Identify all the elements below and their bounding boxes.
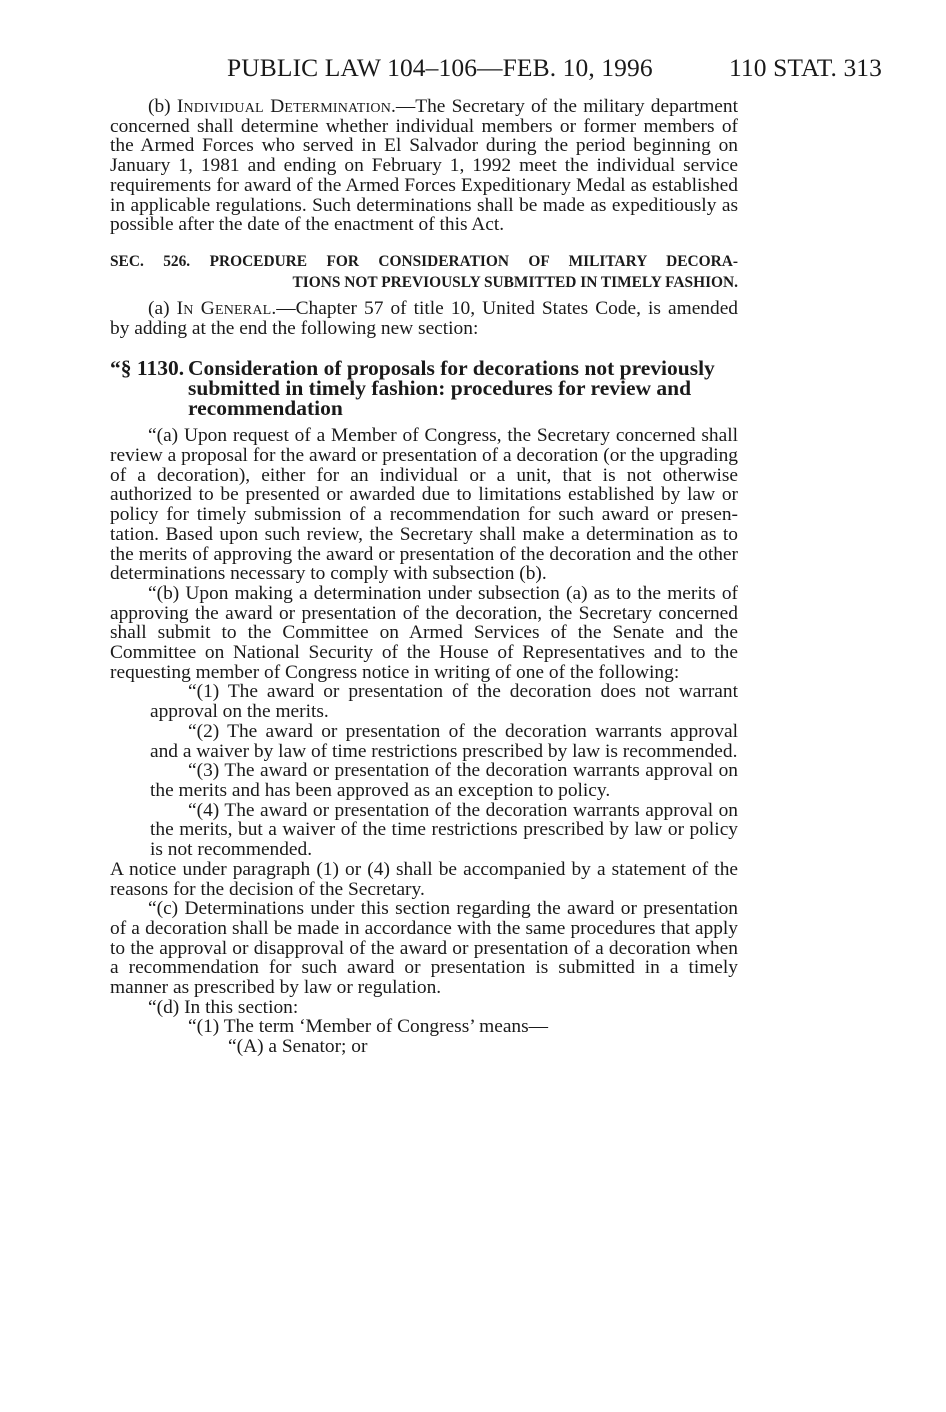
new-section-title <box>110 356 738 421</box>
subparagraph-dA: “(A) a Senator; or <box>228 1036 368 1058</box>
paragraph-b-individual-determination <box>110 97 738 235</box>
new-section-title-text: Consideration of proposals for decorations not previously submitted in timely fashion: procedures for review and recommendation <box>188 356 715 421</box>
running-head-title: PUBLIC LAW 104–106—FEB. 10, 1996 <box>227 53 653 82</box>
subsection-b: “(b) Upon making a determination under subsection (a) as to the merits of approving the award or presentation of the decoration, the Secretary concerned shall submit to the Committee on Armed Services of the Senate and the Committee on National Security of the House of Representatives and to the requesting member of Congress notice in writing of one of the following: <box>110 582 738 683</box>
paragraph-heading: In General <box>176 297 272 319</box>
paragraph-label: (b) <box>148 96 171 117</box>
section-heading <box>110 251 738 293</box>
paragraph-text: .—Chapter 57 of title 10, United States Code, is amended by adding at the end the following new section: <box>110 297 738 339</box>
subsection-c: “(c) Determinations under this section regarding the award or presentation of a decoration shall be made in accordance with the same procedures that apply to the approval or disapproval of the award or presentation of a decoration when a recommendation for such award or presentation is submitted in a timely manner as prescribed by law or regulation. <box>110 898 738 999</box>
paragraph-b3: “(3) The award or presentation of the decoration warrants approval on the merits and has been approved as an exception to policy. <box>150 760 738 801</box>
paragraph-d1: “(1) The term ‘Member of Congress’ means— <box>188 1016 549 1038</box>
paragraph-b4: “(4) The award or presentation of the decoration warrants approval on the merits, but a waiver of the time restrictions prescribed by law or policy is not recommended. <box>150 799 738 861</box>
subsection-d: “(d) In this section: <box>148 996 299 1018</box>
paragraph-b2: “(2) The award or presentation of the decoration warrants approval and a waiver by law of time restrictions prescribed by law is recommended. <box>150 720 738 762</box>
page-header <box>227 52 882 84</box>
document-body <box>110 97 738 1057</box>
statute-page-number: 110 STAT. 313 <box>729 53 882 82</box>
notice-requirement: A notice under paragraph (1) or (4) shall be accompanied by a statement of the reasons for the decision of the Secretary. <box>110 858 738 900</box>
subsection-a: “(a) Upon request of a Member of Congress, the Secretary concerned shall review a proposal for the award or presentation of a decoration (or the upgrading of a decoration), either for an individual or a unit, that is not otherwise authorized to be presented or awarded due to limitations established by law or policy for timely submission of a recommendation for such award or presentation. Based upon such review, the Secretary shall make a determination as to the merits of approving the award or presentation of the decoration and the other determinations necessary to comply with subsection (b). <box>110 425 738 585</box>
paragraph-b1: “(1) The award or presentation of the decoration does not warrant approval on the merits. <box>150 681 738 723</box>
paragraph-heading: Individual Determination <box>176 96 392 117</box>
new-section-number: “§ 1130. <box>110 356 185 381</box>
paragraph-text: .—The Secretary of the military department concerned shall determine whether individual members or former members of the Armed Forces who served in El Salvador during the period beginning on January 1, 1981 and ending on February 1, 1992 meet the individual service requirements for award of the Armed Forces Expeditionary Medal as established in applicable regulations. Such determinations shall be made as expeditiously as possible after the date of the enactment of this Act. <box>110 96 738 236</box>
section-heading-line-1: SEC. 526. PROCEDURE FOR CONSIDERATION OF MILITARY DECORA- <box>110 252 738 270</box>
paragraph-a-in-general <box>110 299 738 338</box>
section-heading-line-2: TIONS NOT PREVIOUSLY SUBMITTED IN TIMELY FASHION. <box>292 273 738 291</box>
paragraph-label: (a) <box>148 297 170 319</box>
